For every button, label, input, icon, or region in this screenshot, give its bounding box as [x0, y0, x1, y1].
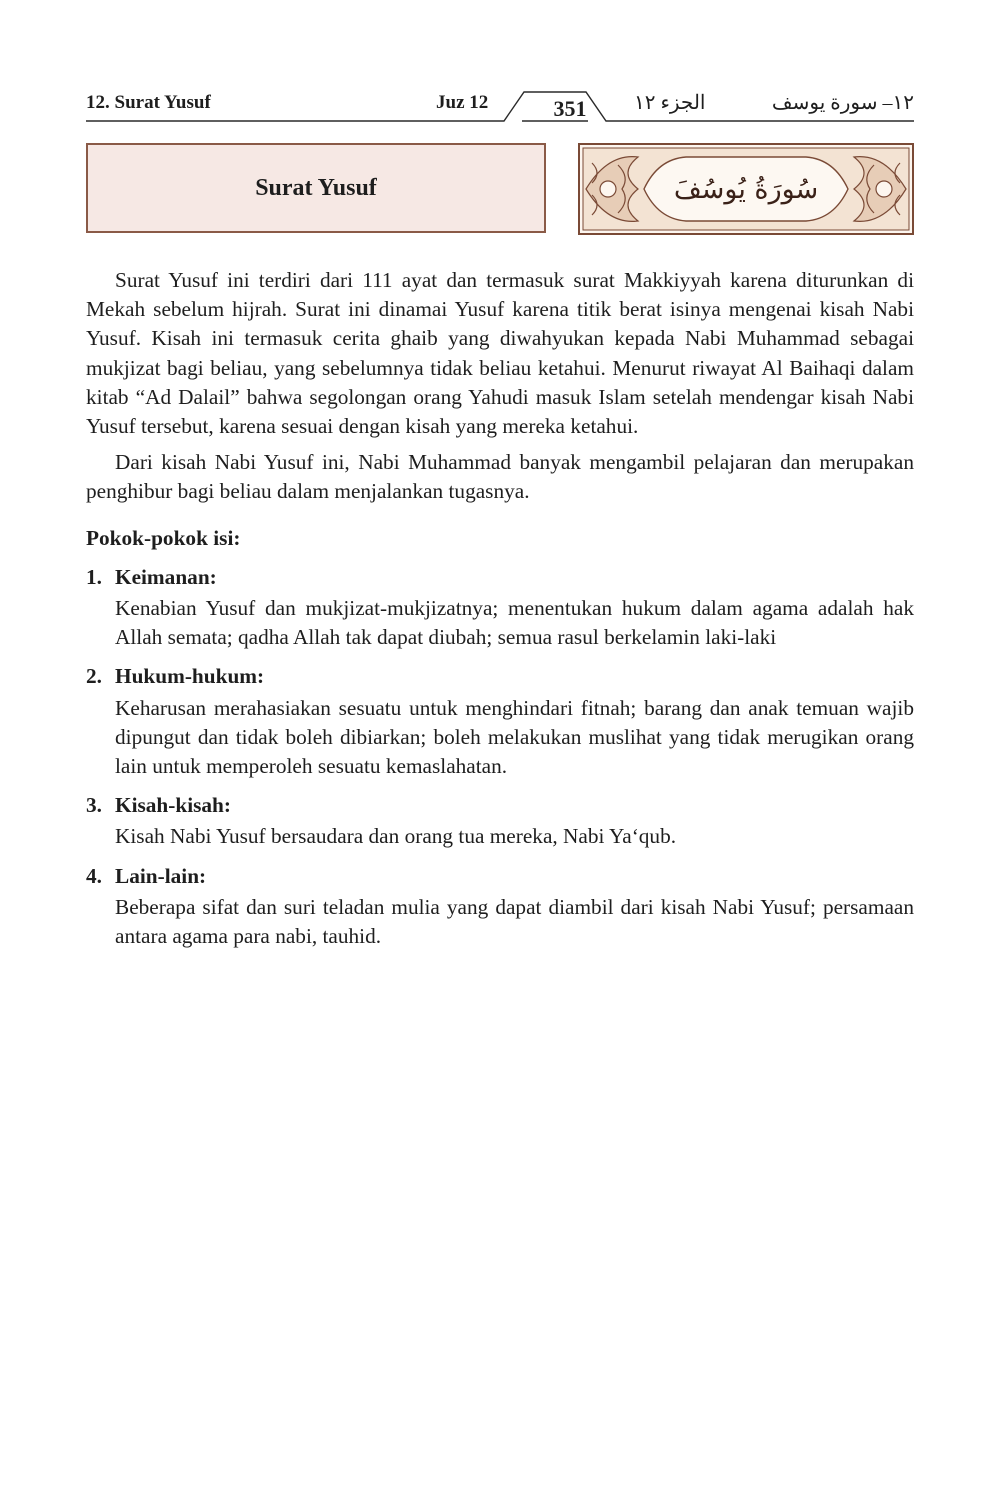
points-heading: Pokok-pokok isi:: [86, 525, 241, 550]
point-header: [86, 563, 914, 592]
point-number: 4.: [86, 863, 102, 888]
point-header: [86, 662, 914, 691]
point-item: [86, 862, 914, 952]
intro-paragraph-1: Surat Yusuf ini terdiri dari 111 ayat dan termasuk surat Makkiyyah karena diturunkan di Mekah sebelum hijrah. Surat ini dinamai Yusuf karena titik berat isinya mengenai kisah Nabi Yusuf. Kisah ini termasuk cerita ghaib yang diwahyukan kepada Nabi Muhammad sebagai mukjizat bagi beliau, yang sebelumnya tidak beliau ketahui. Menurut riwayat Al Baihaqi dalam kitab “Ad Dalail” bahwa segolongan orang Yahudi masuk Islam setelah mendengar kisah Nabi Yusuf tersebut, karena sesuai dengan kisah yang mereka ketahui.: [86, 268, 914, 439]
surah-label-arabic: ١٢– سورة يوسف: [771, 92, 914, 114]
point-header: [86, 862, 914, 891]
arabic-title: سُورَةُ يُوسُفَ: [673, 173, 819, 205]
point-number: 2.: [86, 664, 102, 689]
juz-label: Juz 12: [436, 92, 489, 113]
point-item: [86, 662, 914, 781]
running-header: [86, 84, 914, 128]
surah-title-box: [86, 143, 546, 233]
point-title: Keimanan:: [115, 564, 217, 589]
chapter-label: 12. Surat Yusuf: [86, 92, 211, 113]
juz-label-arabic: الجزء ١٢: [634, 92, 706, 114]
point-title: Lain-lain:: [115, 863, 207, 888]
point-title: Hukum-hukum:: [115, 664, 265, 689]
point-item: [86, 791, 914, 851]
point-text: Beberapa sifat dan suri teladan mulia yang dapat diambil dari kisah Nabi Yusuf; persamaan antara agama para nabi, tauhid.: [115, 894, 914, 949]
point-text: Kisah Nabi Yusuf bersaudara dan orang tua mereka, Nabi Ya‘qub.: [115, 824, 677, 849]
point-item: [86, 563, 914, 653]
point-number: 1.: [86, 564, 102, 589]
arabic-title-ornament: [578, 143, 914, 235]
point-text: Keharusan merahasiakan sesuatu untuk menghindari fitnah; barang dan anak temuan wajib dipungut dan tidak boleh dibiarkan; boleh melakukan muslihat yang tidak merugikan orang lain untuk memperoleh sesuatu kemaslahatan.: [115, 695, 914, 779]
point-text: Kenabian Yusuf dan mukjizat-mukjizatnya; menentukan hukum dalam agama adalah hak Allah semata; qadha Allah tak dapat diubah; semua rasul berkelamin laki-laki: [115, 596, 914, 650]
content: [86, 266, 914, 951]
point-header: [86, 791, 914, 820]
intro-paragraph-2: Dari kisah Nabi Yusuf ini, Nabi Muhammad banyak mengambil pelajaran dan merupakan penghibur bagi beliau dalam menjalankan tugasnya.: [86, 450, 914, 504]
point-title: Kisah-kisah:: [115, 793, 231, 818]
point-number: 3.: [86, 793, 102, 818]
page-number: 351: [553, 96, 587, 121]
surah-title: Surat Yusuf: [255, 174, 377, 201]
